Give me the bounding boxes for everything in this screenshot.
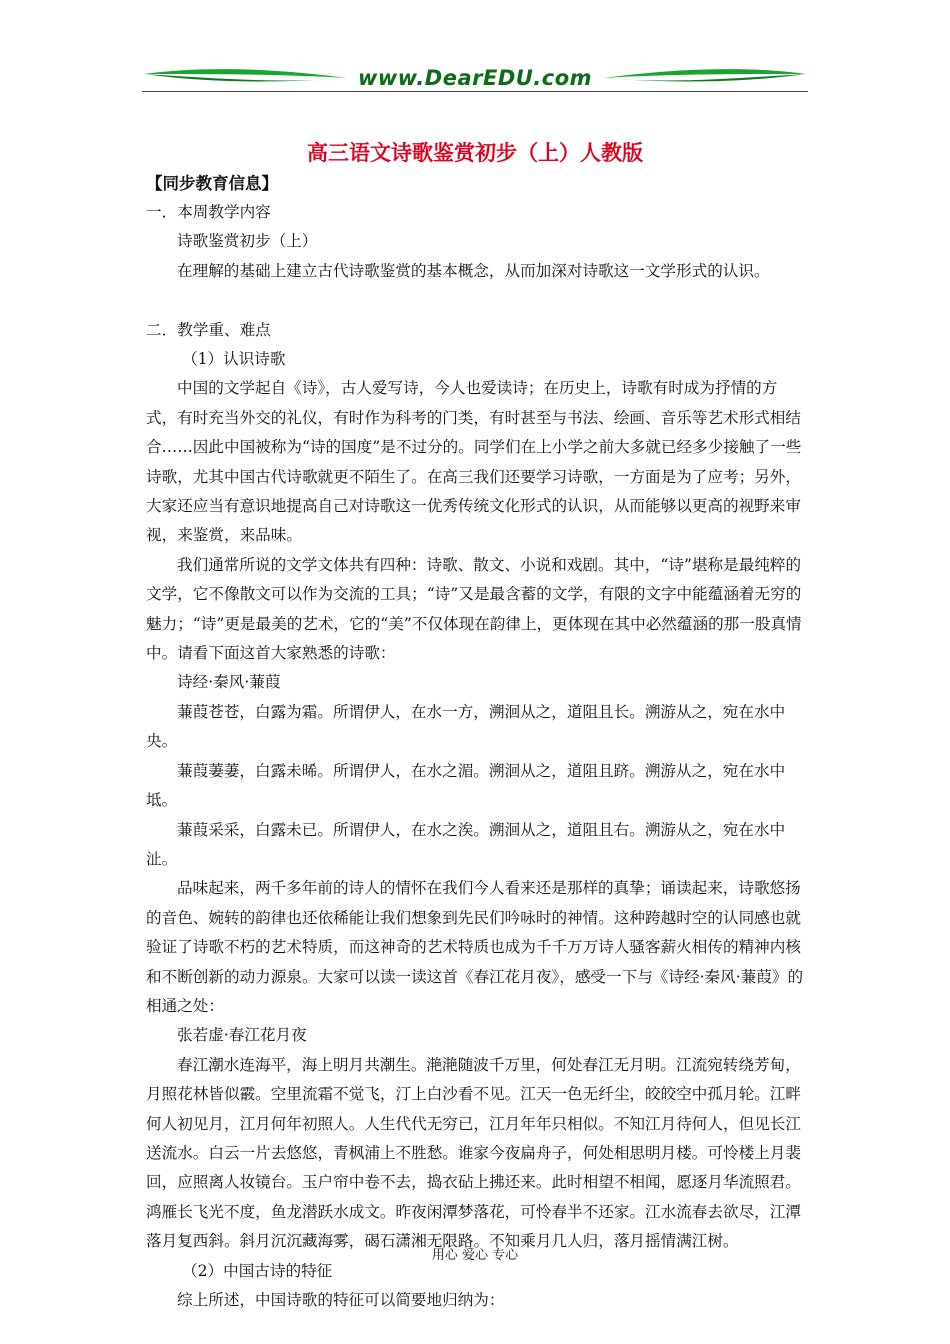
- section-heading: 【同步教育信息】: [146, 174, 278, 193]
- header-divider: [142, 91, 808, 92]
- paragraph: 蒹葭苍苍，白露为霜。所谓伊人，在水一方，溯洄从之，道阻且长。溯游从之，宛在水中央。: [146, 702, 786, 751]
- paragraph: （2）中国古诗的特征: [182, 1261, 333, 1280]
- paragraph: 春江潮水连海平，海上明月共潮生。滟滟随波千万里，何处春江无月明。江流宛转绕芳甸，月照花林皆似霰。空里流霜不觉飞，汀上白沙看不见。江天一色无纤尘，皎皎空中孤月轮。江畔何人初见月，江月何年初照人。人生代代无穷已，江月年年只相似。不知江月待何人，但见长江送流水。白云一片去悠悠，青枫浦上不胜愁。谁家今夜扁舟子，何处相思明月楼。可怜楼上月裴回，应照离人妆镜台。玉户帘中卷不去，捣衣砧上拂还来。此时相望不相闻，愿逐月华流照君。鸿雁长飞光不度，鱼龙潜跃水成文。昨夜闲潭梦落花，可怜春半不还家。江水流春去欲尽，江潭落月复西斜。斜月沉沉藏海雾，碣石潇湘无限路。不知乘月几人归，落月摇情满江树。: [146, 1055, 801, 1251]
- paragraph: 蒹葭萋萋，白露未晞。所谓伊人，在水之湄。溯洄从之，道阻且跻。溯游从之，宛在水中坻。: [146, 761, 786, 810]
- paragraph: （1）认识诗歌: [182, 350, 286, 369]
- document-body: [146, 198, 808, 1315]
- paragraph: 品味起来，两千多年前的诗人的情怀在我们今人看来还是那样的真挚；诵读起来，诗歌悠扬的音色、婉转的韵律也还依稀能让我们想象到先民们吟咏时的神情。这种跨越时空的认同感也就验证了诗歌不朽的艺术特质，而这神奇的艺术特质也成为千千万万诗人骚客薪火相传的精神内核和不断创新的动力源泉。大家可以读一读这首《春江花月夜》，感受一下与《诗经·秦风·蒹葭》的相通之处：: [146, 879, 804, 1015]
- paragraph: 诗经·秦风·蒹葭: [177, 673, 281, 692]
- paragraph: 蒹葭采采，白露未已。所谓伊人，在水之涘。溯洄从之，道阻且右。溯游从之，宛在水中沚。: [146, 820, 786, 868]
- page-title: 高三语文诗歌鉴赏初步（上）人教版: [307, 140, 643, 165]
- paragraph-spacer: [146, 286, 808, 315]
- paragraph: 在理解的基础上建立古代诗歌鉴赏的基本概念，从而加深对诗歌这一文学形式的认识。: [177, 261, 770, 280]
- site-banner: [142, 64, 808, 94]
- paragraph: 二．教学重、难点: [146, 320, 271, 339]
- paragraph: 张若虚·春江花月夜: [177, 1026, 307, 1045]
- paragraph: 中国的文学起自《诗》，古人爱写诗，今人也爱读诗；在历史上，诗歌有时成为抒情的方式，有时充当外交的礼仪，有时作为科考的门类，有时甚至与书法、绘画、音乐等艺术形式相结合……因此中国被称为“诗的国度”是不过分的。同学们在上小学之前大多就已经多少接触了一些诗歌，尤其中国古代诗歌就更不陌生了。在高三我们还要学习诗歌，一方面是为了应考；另外，大家还应当有意识地提高自己对诗歌这一优秀传统文化形式的认识，从而能够以更高的视野来审视，来鉴赏，来品味。: [146, 379, 802, 545]
- site-url[interactable]: www.DearEDU.com: [357, 66, 593, 90]
- paragraph: 一．本周教学内容: [146, 203, 271, 221]
- page-footer: 用心 爱心 专心: [431, 1248, 519, 1263]
- paragraph: 综上所述，中国诗歌的特征可以简要地归纳为：: [177, 1291, 505, 1310]
- paragraph: 我们通常所说的文学文体共有四种：诗歌、散文、小说和戏剧。其中，“诗”堪称是最纯粹的文学，它不像散文可以作为交流的工具；“诗”又是最含蓄的文学，有限的文字中能蕴涵着无穷的魅力；“诗”更是最美的艺术，它的“美”不仅体现在韵律上，更体现在其中必然蕴涵的那一股真情中。请看下面这首大家熟悉的诗歌：: [146, 555, 802, 663]
- paragraph: 诗歌鉴赏初步（上）: [177, 232, 318, 251]
